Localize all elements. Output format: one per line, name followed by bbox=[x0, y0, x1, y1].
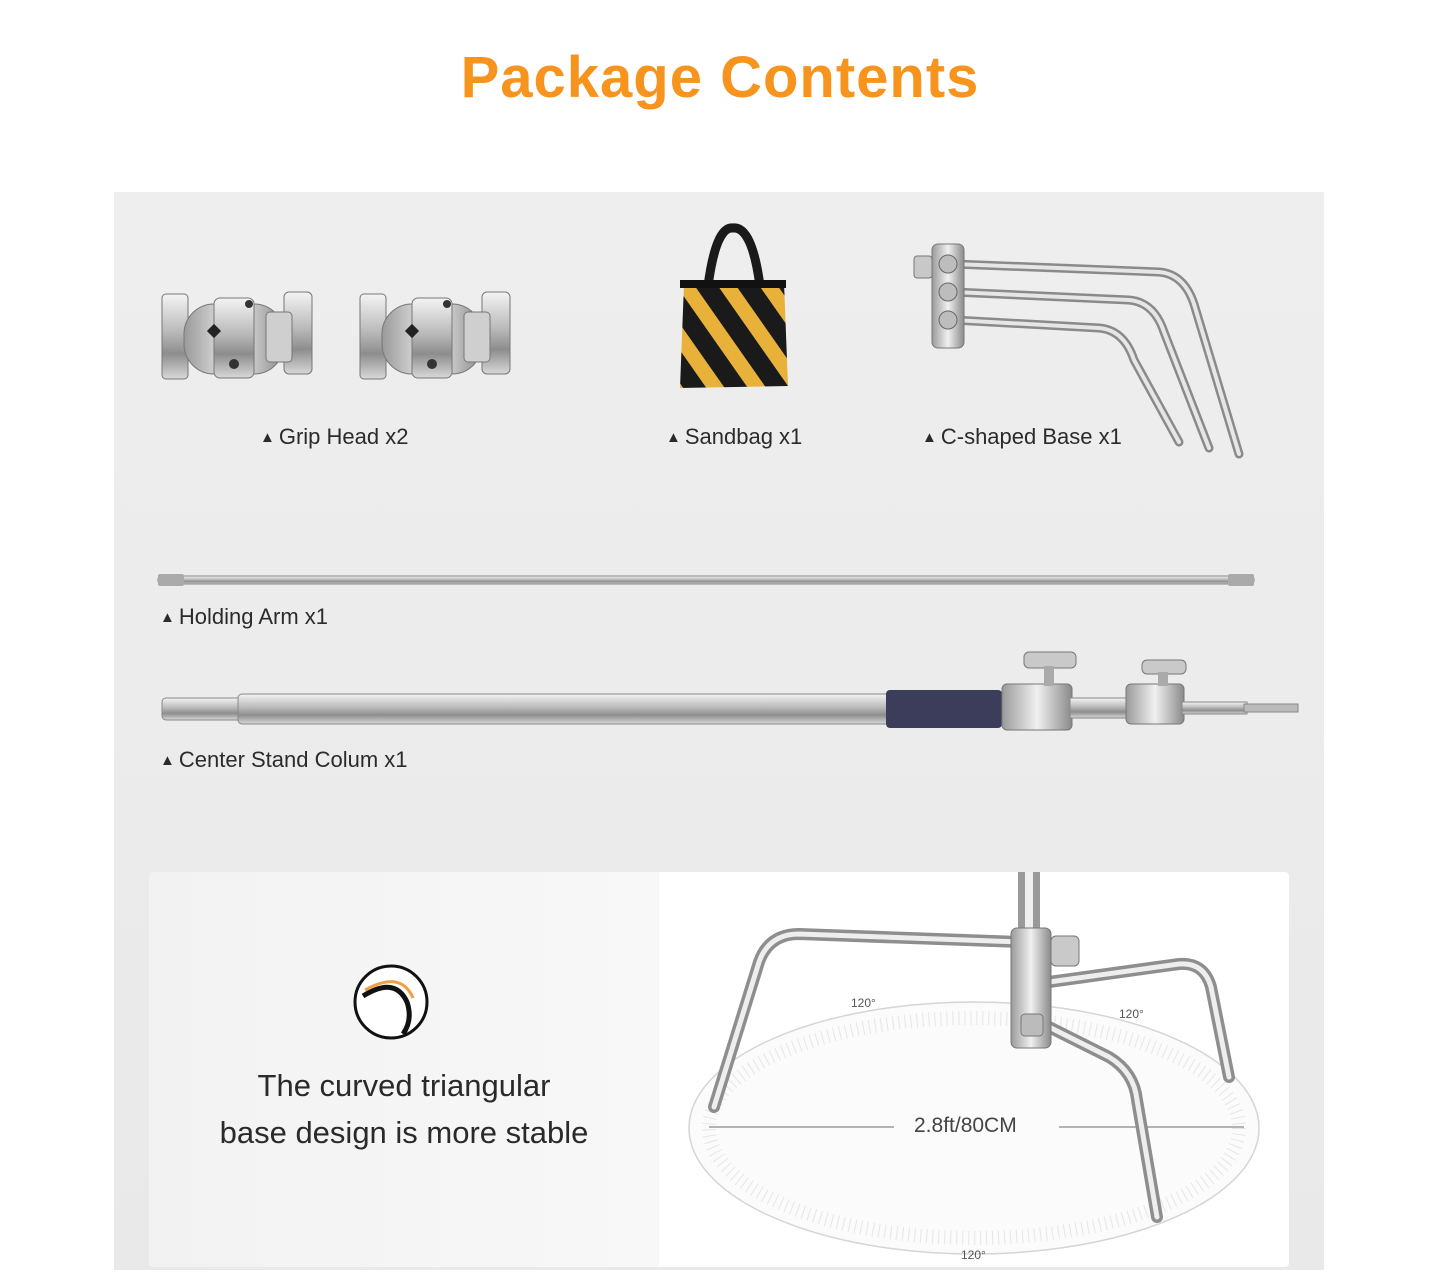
center-stand-column-icon bbox=[162, 648, 1302, 738]
item-label-center-stand-column: ▲ Center Stand Colum x1 bbox=[160, 747, 408, 772]
angle-label-right: 120° bbox=[1119, 1007, 1144, 1021]
page-title: Package Contents bbox=[460, 45, 980, 110]
item-label-grip-head: ▲ Grip Head x2 bbox=[260, 424, 409, 449]
feature-panel bbox=[149, 872, 1289, 1267]
feature-text-area bbox=[149, 872, 659, 1267]
item-label-holding-arm: ▲ Holding Arm x1 bbox=[160, 604, 329, 629]
sandbag-icon bbox=[676, 226, 791, 391]
item-label-c-shaped-base: ▲ C-shaped Base x1 bbox=[922, 424, 1122, 449]
feature-caption-line2: base design is more stable bbox=[219, 1115, 589, 1150]
item-label-sandbag: ▲ Sandbag x1 bbox=[666, 424, 803, 449]
feature-caption-line1: The curved triangular bbox=[257, 1068, 551, 1103]
c-stand-base-illustration bbox=[679, 872, 1289, 1267]
feature-caption bbox=[149, 1062, 659, 1156]
package-panel bbox=[114, 192, 1324, 1270]
grip-head-icon bbox=[154, 274, 534, 389]
angle-label-bottom: 120° bbox=[961, 1248, 986, 1262]
curve-icon bbox=[351, 962, 431, 1042]
holding-arm-icon bbox=[158, 572, 1254, 588]
diameter-label: 2.8ft/80CM bbox=[914, 1114, 1017, 1137]
angle-label-left: 120° bbox=[851, 996, 876, 1010]
